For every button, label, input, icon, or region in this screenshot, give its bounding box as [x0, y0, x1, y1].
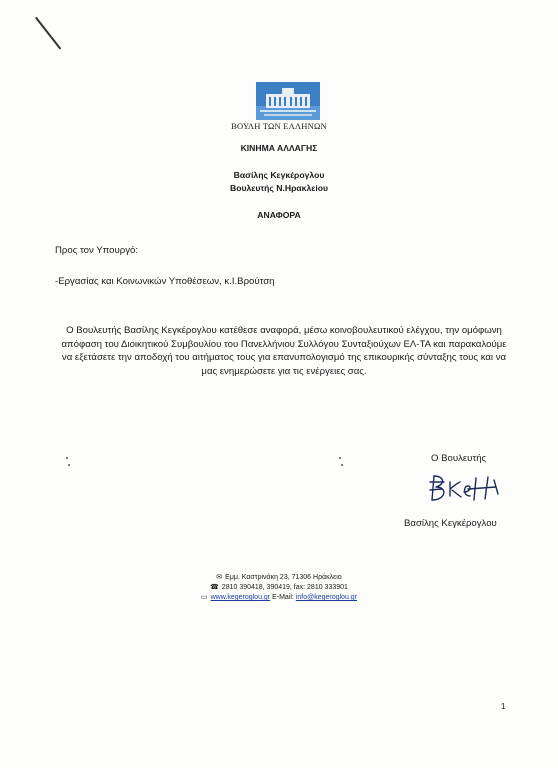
email-link[interactable]: info@kegeroglou.gr — [295, 594, 358, 601]
scan-dot — [339, 457, 341, 459]
address-text: Εμμ. Καστρινάκη 23, 71306 Ηράκλειο — [225, 574, 342, 581]
footer-phones — [0, 583, 558, 591]
envelope-icon: ✉ — [216, 574, 223, 581]
footer-address — [0, 573, 558, 581]
website-link[interactable]: www.kegeroglou.gr — [210, 594, 271, 601]
report-paragraph: Ο Βουλευτής Βασίλης Κεγκέρογλου κατέθεσε αναφορά, μέσω κοινοβουλευτικού ελέγχου, την ομόφωνη απόφαση του Διοικητικού Συμβουλίου του Πανελλήνιου Συλλόγου Συνταξιούχων ΕΛ-ΤΑ και παρακαλούμε να εξετάσετε την αποδοχή του αιτήματος τους για επανυπολογισμό της επικουρικής σύνταξης τους και να μας ενημερώσετε για τις ενέργειες σας. — [61, 325, 507, 377]
signatory-name: Βασίλης Κεγκέρογλου — [404, 518, 497, 529]
document-type: ΑΝΑΦΟΡΑ — [257, 210, 301, 220]
scan-dot — [341, 464, 343, 466]
mp-name: Βασίλης Κεγκέρογλου — [233, 170, 325, 180]
email-label: E-Mail: — [272, 594, 294, 601]
ministry-line: -Εργασίας και Κοινωνικών Υποθέσεων, κ.Ι.Βρούτση — [55, 276, 275, 287]
party-name: ΚΙΝΗΜΑ ΑΛΛΑΓΗΣ — [240, 143, 318, 153]
scan-mark — [35, 17, 61, 50]
scan-dot — [66, 457, 68, 459]
institution-name: ΒΟΥΛΗ ΤΩΝ ΕΛΛΗΝΩΝ — [231, 121, 327, 131]
phone-icon: ☎ — [210, 584, 219, 591]
footer-links — [0, 593, 558, 601]
parliament-logo — [256, 82, 320, 120]
phones-text: 2810 390418, 390419, fax: 2810 333901 — [221, 584, 348, 591]
mp-title: Βουλευτής Ν.Ηρακλείου — [230, 183, 328, 193]
signatory-title: Ο Βουλευτής — [431, 453, 487, 464]
scan-dot — [68, 464, 70, 466]
addressee: Προς τον Υπουργό: — [55, 245, 139, 256]
handwritten-signature — [428, 472, 508, 504]
computer-icon: ▭ — [200, 594, 208, 601]
page-number: 1 — [501, 702, 506, 711]
